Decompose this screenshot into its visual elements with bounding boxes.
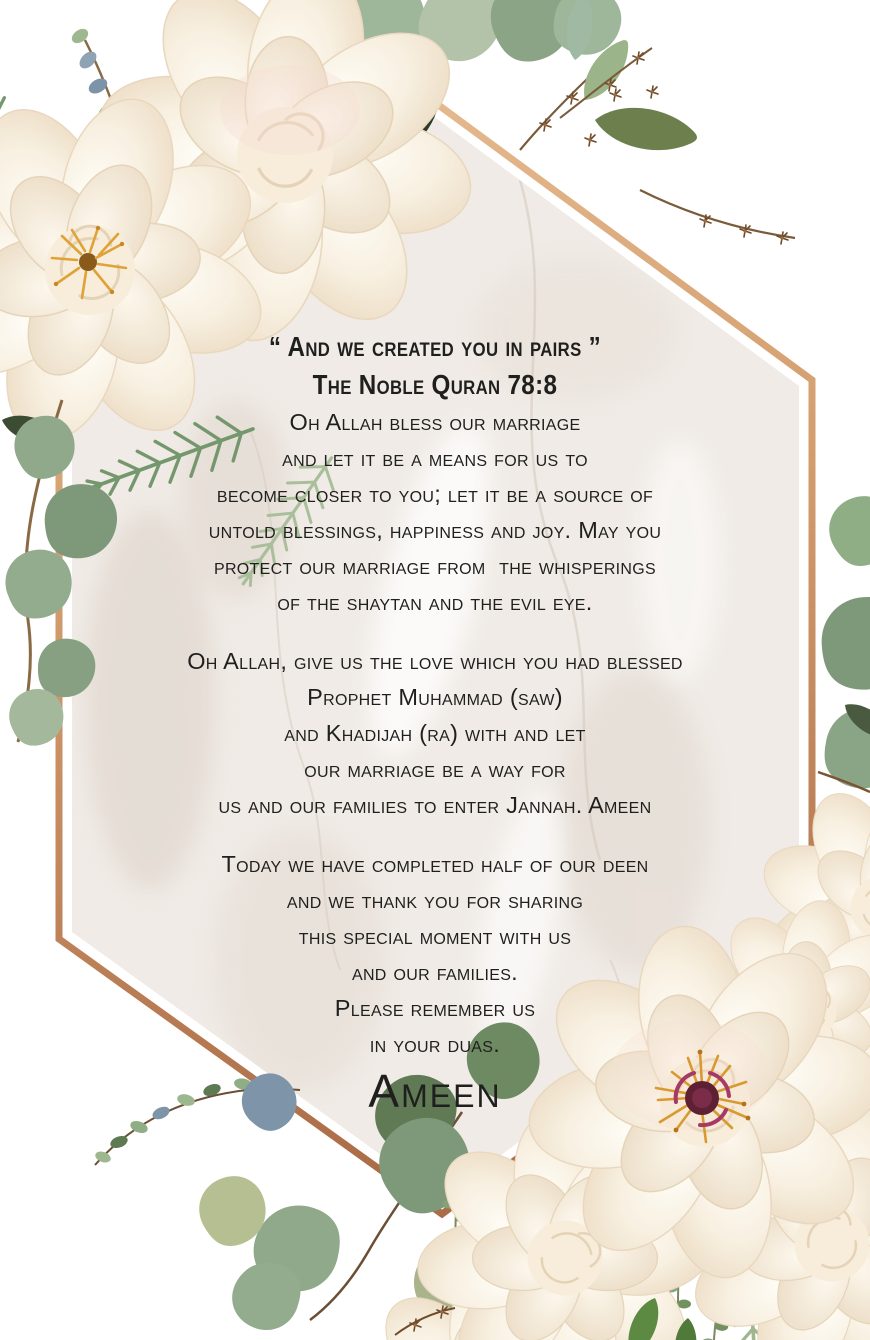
dua-line: protect our marriage from the whisperings bbox=[213, 553, 656, 579]
dua-line: of the shaytan and the evil eye. bbox=[277, 589, 593, 615]
dua-paragraph-3 bbox=[0, 846, 870, 1062]
dua-line: and we thank you for sharing bbox=[286, 887, 584, 913]
top-seeded-eucalyptus-twig bbox=[560, 0, 700, 158]
dua-line: and let it be a means for us to bbox=[282, 445, 588, 471]
dua-line: Oh Allah, give us the love which you had blessed bbox=[187, 648, 683, 674]
dua-line: Please remember us bbox=[334, 995, 536, 1021]
closing-ameen: Ameen bbox=[368, 1065, 502, 1117]
dua-line: and Khadijah (ra) with and let bbox=[284, 720, 586, 746]
dua-line: our marriage be a way for bbox=[304, 756, 566, 782]
quran-reference: The Noble Quran 78:8 bbox=[312, 369, 558, 400]
dua-line: this special moment with us bbox=[298, 923, 572, 949]
dua-line: Prophet Muhammad (saw) bbox=[307, 684, 563, 710]
dua-line: become closer to you; let it be a source of bbox=[216, 481, 654, 507]
dua-text-block bbox=[0, 328, 870, 1118]
dua-line: in your duas. bbox=[369, 1031, 501, 1057]
dua-paragraph-2 bbox=[0, 643, 870, 823]
dua-line: untold blessings, happiness and joy. May you bbox=[208, 517, 662, 543]
dua-paragraph-1 bbox=[0, 404, 870, 620]
quran-quote: “ And we created you in pairs ” bbox=[268, 331, 602, 362]
dua-line: Today we have completed half of our deen bbox=[221, 851, 649, 877]
dua-line: us and our families to enter Jannah. Ameen bbox=[218, 792, 652, 818]
dua-line: and our families. bbox=[351, 959, 519, 985]
dua-line: Oh Allah bless our marriage bbox=[289, 409, 581, 435]
